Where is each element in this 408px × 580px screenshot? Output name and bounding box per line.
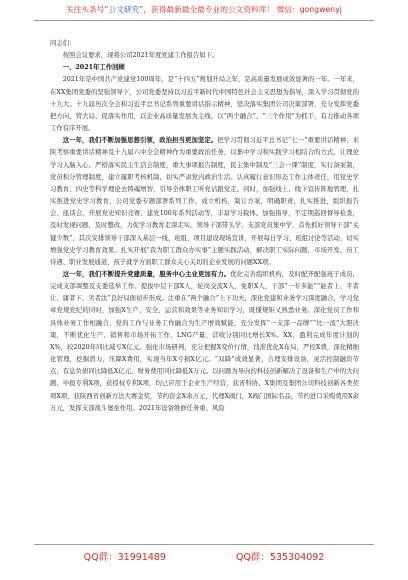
promo-banner bbox=[0, 4, 408, 15]
banner-prefix: 关注头条号“ bbox=[65, 5, 109, 14]
footer-divider bbox=[34, 544, 374, 545]
paragraph-ideology-body: 把学习贯彻习近平总书记“七一”重要讲话精神、来陕考察重要讲话精神及十九届六中全会精神作为重要政治任务，以集中学习和实践学习相结合的方式，让理论学习入脑入心。严格落实民主生活会制度，重大事项报告制度，民主集中制及“三会一课”制度，实行备案制，党员积分管理制度，建立履职考核机制，切实严肃党内政治生活。认真履行意识形态工作主体责任，用党史学习教育、四史等科学理论去铸魂增智，引导全体职工听党话跟党走。同时，加强线上、线下宣传阵地管理，扎实推进党史学习教育，公司党委专题部署系列工作，成立机构，制订方案，明确职责，扎实推进，组织报告会、座谈会，开展党史知识竞赛、建党100年系列活动等，丰富学习载体。加强指导，不定期巡回督导检查，及时发现问题，及时整改，力促学习教育走深走实。领导干部带头学、支部党员集中学，首先抓好领导干部“关键少数”，其次安排领导干部深入基层一线、班组、项目建设现场宣讲，开展每日学习、班组讨论等活动，切实增强党史学习教育效果。扎实开展“我为职工群众办实事”主题实践活动，解决职工实际问题，市场开发、员工待遇、职业发展通道、孩子就学方面职工群众关心关切的企业发展的问题XX项。 bbox=[50, 137, 359, 266]
paragraph-party-building-lead: 这一年，我们不断提升党建质量，服务中心主业更加有力。 bbox=[62, 270, 231, 278]
paragraph-party-building-body: 优化完善组织机构，及时配齐配强班子成员，完成支部调整及支委选举工作。提拔中层干部X人，轮岗交流X人，免职X人，干部“一专多能”“能者上、平者让、庸者下、劣者汰”良好局面初步形成。注重在“两个融合”上下功夫，深化党建和业务学习深度融合，学习党章党规党纪的同时，加强X生产、安全、运营和效果等业务知识学习，既懂规矩又熟悉业务。深化党员工作和具体业务工作相融合，党的工作与业务工作融合为生产增效赋能，充分发挥“一支部一品牌”“比一流”大胆决策，不断优化生产、销售和市场开拓工作，LNG产量、营收分别同比增长X%。XX，盈利完成年度计划的X%，较2020年同比减亏X亿元。强化市场研判，充分把握X变价行情，找准优化X布局，严控X费，深化精细化管理，挖掘潜力，压降X费用，实现当年X亏损X亿元。“双降”成效显著，合理安排设备，灵活控制融资节点，有息负债同比降低X亿元，财务费用同比降低X万元。以问题为导向的科技创新解决了设备和生产中的大问题，申报专利X项，获授权专利X项，均已应用于企业生产经营，获省科协、X集团及集团公司科技创新各类奖项X项，获陕西省创新方法大赛金奖，节约资金X余万元，代理X阀门，X阀门国际名品，节约进口采购费用X余万元，发挥支部战斗堡垒作用。2021年设备维修任务重、风险 bbox=[50, 270, 359, 412]
section-heading: 一、2021年工作回顾 bbox=[62, 64, 125, 72]
paragraph-party-building bbox=[50, 269, 359, 415]
banner-account: 公文研究 bbox=[108, 5, 140, 14]
document-body bbox=[50, 38, 359, 415]
footer-qq-group-1: QQ群：31991489 bbox=[83, 552, 166, 563]
banner-wechat: 微信：gongwenyj bbox=[274, 5, 343, 14]
paragraph-ideology-lead: 这一年，我们不断加强思想引领，政治担当更加坚定。 bbox=[62, 137, 218, 145]
footer bbox=[0, 549, 408, 563]
intro-paragraph: 按照会议要求，现将公司2021年度党建工作报告如下。 bbox=[62, 52, 219, 60]
paragraph-overview: 2021年是中国共产党建党100周年，是“十四五”规划开局之年，是高质量发展成效显著的一年。一年来，在XX集团党委的坚强领导下，公司党委坚持以习近平新时代中国特色社会主义思想为指导，深入学习贯彻党的十九大、十九届历次全会和习近平总书记系列重要讲话指示精神，坚决落实集团公司决策部署，充分发挥党委把方向、管大局、促落实作用，以企业高质量发展为主线，以“两个融合”、“三个作用”为抓手，有力推动各项工作有序开展。 bbox=[50, 76, 359, 133]
footer-qq-group-2: QQ群：535304092 bbox=[235, 552, 325, 563]
paragraph-ideology bbox=[50, 135, 359, 269]
salutation: 同志们： bbox=[50, 40, 76, 47]
header-divider bbox=[34, 20, 374, 21]
banner-suffix: ”，获得最新最全最专业的公文资料库！ bbox=[139, 5, 275, 14]
